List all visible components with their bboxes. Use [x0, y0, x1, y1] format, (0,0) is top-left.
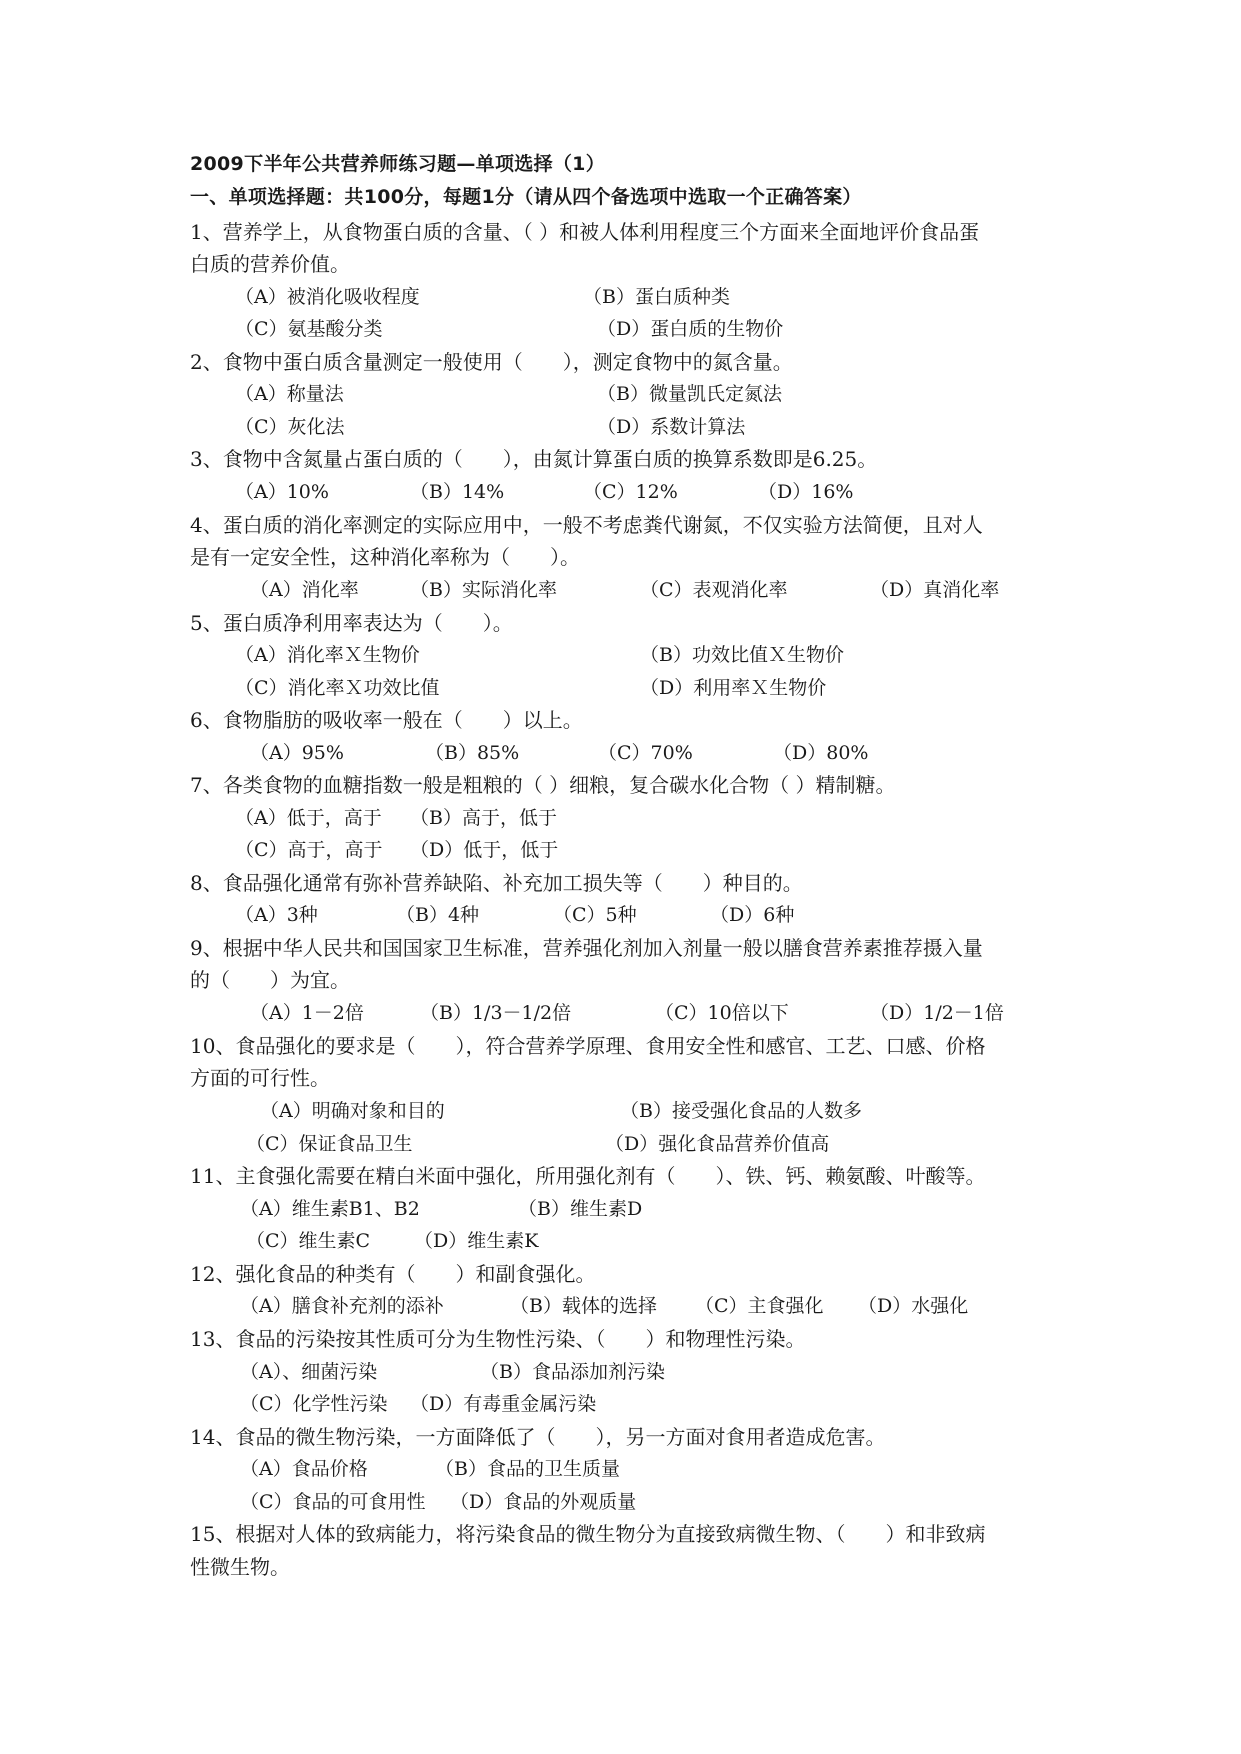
q10-option-c: （C）保证食品卫生	[246, 1133, 413, 1155]
q6-option-b: （B）85%	[425, 742, 520, 764]
q11-option-d: （D）维生素K	[414, 1230, 539, 1252]
q9-option-c: （C）10倍以下	[655, 1002, 789, 1024]
question-10-stem: 10、食品强化的要求是（ ），符合营养学原理、食用安全性和感官、工艺、口感、价格	[190, 1034, 986, 1058]
q4-option-a: （A）消化率	[250, 579, 359, 601]
q3-option-d: （D）16%	[758, 481, 854, 503]
question-6-stem: 6、食物脂肪的吸收率一般在（ ）以上。	[190, 708, 583, 732]
question-5-stem: 5、蛋白质净利用率表达为（ ）。	[190, 611, 513, 635]
q6-option-d: （D）80%	[773, 742, 869, 764]
question-13-stem: 13、食品的污染按其性质可分为生物性污染、（ ）和物理性污染。	[190, 1327, 806, 1351]
q12-option-c: （C）主食强化	[695, 1295, 824, 1317]
q10-option-a: （A）明确对象和目的	[260, 1100, 445, 1122]
q14-option-b: （B）食品的卫生质量	[435, 1458, 620, 1480]
q13-option-d: （D）有毒重金属污染	[410, 1393, 597, 1415]
question-1-stem-cont: 白质的营养价值。	[190, 252, 350, 276]
q5-option-c: （C）消化率Ｘ功效比值	[235, 677, 440, 699]
q9-option-b: （B）1/3－1/2倍	[420, 1002, 572, 1024]
q9-option-d: （D）1/2－1倍	[870, 1002, 1004, 1024]
q7-option-d: （D）低于，低于	[410, 839, 559, 861]
q14-option-d: （D）食品的外观质量	[450, 1491, 637, 1513]
q11-option-a: （A）维生素B1、B2	[240, 1198, 420, 1220]
question-15-stem: 15、根据对人体的致病能力，将污染食品的微生物分为直接致病微生物、（ ）和非致病	[190, 1522, 986, 1546]
q12-option-a: （A）膳食补充剂的添补	[240, 1295, 444, 1317]
q2-option-d: （D）系数计算法	[597, 416, 746, 438]
q11-option-c: （C）维生素C	[246, 1230, 371, 1252]
q3-option-c: （C）12%	[583, 481, 678, 503]
question-1-stem: 1、营养学上，从食物蛋白质的含量、（ ）和被人体利用程度三个方面来全面地评价食品蛋	[190, 220, 980, 244]
q12-option-b: （B）载体的选择	[510, 1295, 657, 1317]
q14-option-a: （A）食品价格	[240, 1458, 368, 1480]
q14-option-c: （C）食品的可食用性	[240, 1491, 426, 1513]
q8-option-c: （C）5种	[553, 904, 637, 926]
q2-option-b: （B）微量凯氏定氮法	[597, 383, 782, 405]
q5-option-b: （B）功效比值Ｘ生物价	[640, 644, 844, 666]
q8-option-a: （A）3种	[235, 904, 318, 926]
question-4-stem-cont: 是有一定安全性，这种消化率称为（ ）。	[190, 545, 580, 569]
q1-option-b: （B）蛋白质种类	[583, 286, 730, 308]
q8-option-b: （B）4种	[396, 904, 480, 926]
question-14-stem: 14、食品的微生物污染，一方面降低了（ ），另一方面对食用者造成危害。	[190, 1425, 886, 1449]
q1-option-d: （D）蛋白质的生物价	[597, 318, 784, 340]
q3-option-a: （A）10%	[235, 481, 329, 503]
q8-option-d: （D）6种	[710, 904, 795, 926]
q3-option-b: （B）14%	[410, 481, 505, 503]
question-11-stem: 11、主食强化需要在精白米面中强化，所用强化剂有（ ）、铁、钙、赖氨酸、叶酸等。	[190, 1164, 986, 1188]
q10-option-b: （B）接受强化食品的人数多	[620, 1100, 862, 1122]
q13-option-a: （A）、细菌污染	[240, 1361, 378, 1383]
question-15-stem-cont: 性微生物。	[190, 1555, 290, 1579]
q6-option-a: （A）95%	[250, 742, 344, 764]
question-2-stem: 2、食物中蛋白质含量测定一般使用（ ），测定食物中的氮含量。	[190, 350, 793, 374]
q13-option-b: （B）食品添加剂污染	[480, 1361, 665, 1383]
q4-option-c: （C）表观消化率	[640, 579, 788, 601]
question-7-stem: 7、各类食物的血糖指数一般是粗粮的（ ）细粮，复合碳水化合物（ ）精制糖。	[190, 773, 896, 797]
q7-option-a: （A）低于，高于	[235, 807, 382, 829]
question-12-stem: 12、强化食品的种类有（ ）和副食强化。	[190, 1262, 596, 1286]
document-title: 2009下半年公共营养师练习题—单项选择（1）	[190, 153, 606, 175]
q5-option-d: （D）利用率Ｘ生物价	[640, 677, 827, 699]
section-heading: 一、单项选择题：共100分，每题1分（请从四个备选项中选取一个正确答案）	[190, 186, 862, 208]
q1-option-c: （C）氨基酸分类	[235, 318, 383, 340]
q11-option-b: （B）维生素D	[518, 1198, 643, 1220]
q1-option-a: （A）被消化吸收程度	[235, 286, 420, 308]
question-9-stem: 9、根据中华人民共和国国家卫生标准，营养强化剂加入剂量一般以膳食营养素推荐摄入量	[190, 936, 983, 960]
q2-option-a: （A）称量法	[235, 383, 344, 405]
question-9-stem-cont: 的（ ）为宜。	[190, 968, 350, 992]
question-10-stem-cont: 方面的可行性。	[190, 1066, 330, 1090]
q2-option-c: （C）灰化法	[235, 416, 345, 438]
q6-option-c: （C）70%	[598, 742, 693, 764]
q7-option-c: （C）高于，高于	[235, 839, 383, 861]
q4-option-b: （B）实际消化率	[410, 579, 557, 601]
q10-option-d: （D）强化食品营养价值高	[605, 1133, 830, 1155]
q5-option-a: （A）消化率Ｘ生物价	[235, 644, 420, 666]
q4-option-d: （D）真消化率	[870, 579, 1000, 601]
question-3-stem: 3、食物中含氮量占蛋白质的（ ），由氮计算蛋白质的换算系数即是6.25。	[190, 447, 878, 471]
q13-option-c: （C）化学性污染	[240, 1393, 388, 1415]
q7-option-b: （B）高于，低于	[410, 807, 557, 829]
question-8-stem: 8、食品强化通常有弥补营养缺陷、补充加工损失等（ ）种目的。	[190, 871, 803, 895]
q9-option-a: （A）1－2倍	[250, 1002, 364, 1024]
question-4-stem: 4、蛋白质的消化率测定的实际应用中，一般不考虑粪代谢氮，不仅实验方法简便，且对人	[190, 513, 983, 537]
q12-option-d: （D）水强化	[858, 1295, 969, 1317]
